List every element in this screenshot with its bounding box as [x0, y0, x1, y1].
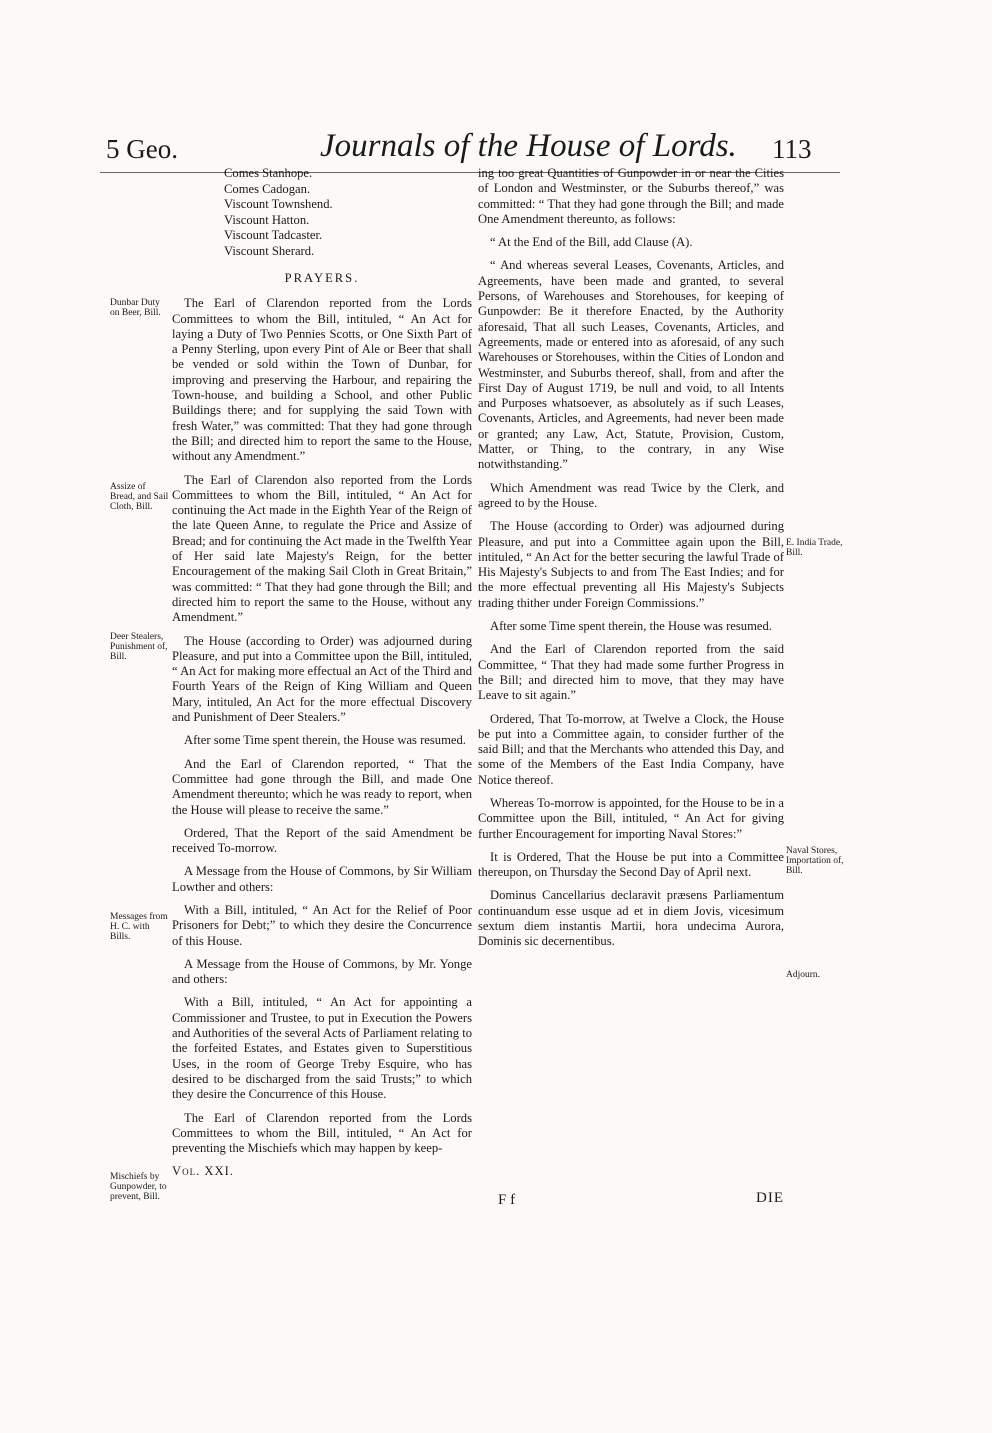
- catchword: DIE: [756, 1190, 784, 1206]
- paragraph-gunpowder: The Earl of Clarendon reported from the Lords Committees to whom the Bill, intituled, “ An Act for preventing the Mischiefs which may happen by keep-: [172, 1110, 472, 1156]
- paragraph-clause-text: “ And whereas several Leases, Covenants, Articles, and Agreements, have been made and granted, to several Persons, of Warehouses and Storehouses, for keeping of Gunpowder: Be it therefore Enacted, by the Authority aforesaid, That all such Leases, Covenants, Articles, and Agreements, made or entered into as aforesaid, of any such Warehouses or Storehouses, within the Cities of London and Westminster, and Suburbs thereof, shall, from and after the First Day of August 1719, be null and void, to all Intents and Purposes whatsoever, as absolutely as if such Leases, Covenants, Articles, and Agreements, had never been made or granted; any Law, Act, Statute, Provision, Custom, Matter, or Thing, to the contrary, in any Wise notwithstanding.”: [478, 258, 784, 472]
- volume-mark: Vol. XXI.: [172, 1164, 234, 1179]
- peer-name: Viscount Tadcaster.: [224, 228, 323, 242]
- left-column: [172, 166, 472, 1188]
- margin-note-naval: Naval Stores, Importation of, Bill.: [786, 846, 844, 876]
- signature-mark: F f: [498, 1192, 516, 1208]
- paragraph-ordered: Ordered, That the Report of the said Amendment be received To-morrow.: [172, 825, 472, 856]
- peer-name: Comes Stanhope.: [224, 166, 313, 180]
- peer-name: Viscount Townshend.: [224, 197, 333, 211]
- margin-note-adjourn: Adjourn.: [786, 970, 821, 980]
- margin-note-message: Messages from H. C. with Bills.: [110, 912, 168, 942]
- paragraph-assize: The Earl of Clarendon also reported from the Lords Committees to whom the Bill, intituled, “ An Act for continuing the Act made in the Eighth Year of the Reign of the late Queen Anne, to regulate the Price and Assize of Bread; and for continuing the Act made in the Twelfth Year of Her said late Majesty's Reign, for the better Encouragement of the making Sail Cloth in Great Britain,” was committed: “ That they had gone through the Bill; and directed him to report the same to the House, without any Amendment.”: [172, 472, 472, 625]
- running-header-left: 5 Geo.: [106, 134, 178, 164]
- running-header-title: Journals of the House of Lords.: [320, 128, 737, 164]
- paragraph-ordered-thursday: It is Ordered, That the House be put into a Committee thereupon, on Thursday the Second Day of April next.: [478, 849, 784, 880]
- peer-name: Comes Cadogan.: [224, 181, 311, 196]
- margin-note-deer: Deer Stealers, Punishment of, Bill.: [110, 632, 168, 662]
- paragraph-deer-stealers: The House (according to Order) was adjourned during Pleasure, and put into a Committee upon the Bill, intituled, “ An Act for making more effectual an Act of the Third and Fourth Years of the Reign of King William and Queen Mary, intituled, An Act for the more effectual Discovery and Punishment of Deer Stealers.”: [172, 633, 472, 725]
- margin-note-dunbar: Dunbar Duty on Beer, Bill.: [110, 298, 161, 318]
- right-column: [478, 166, 784, 958]
- paragraph-message-yonge: A Message from the House of Commons, by Mr. Yonge and others:: [172, 956, 472, 987]
- margin-note-gunpowder: Mischiefs by Gunpowder, to prevent, Bill.: [110, 1172, 167, 1202]
- paragraph-progress: And the Earl of Clarendon reported from the said Committee, “ That they had made some further Progress in the Bill; and directed him to move, that they may have Leave to sit again.”: [478, 642, 784, 703]
- peer-name: Viscount Hatton.: [224, 212, 310, 227]
- paragraph-message-lowther: A Message from the House of Commons, by Sir William Lowther and others:: [172, 864, 472, 894]
- page-number: 113: [772, 134, 812, 164]
- paragraph-clause-a: “ At the End of the Bill, add Clause (A).: [490, 235, 693, 250]
- paragraph-commissioner: With a Bill, intituled, “ An Act for appointing a Commissioner and Trustee, to put in Execution the Powers and Authorities of the several Acts of Parliament relating to the forfeited Estates, and Estates given to Superstitious Uses, in the room of George Treby Esquire, who has desired to be discharged from the said Trusts;” to which they desire the Concurrence of this House.: [172, 995, 472, 1102]
- prayers-heading: PRAYERS.: [284, 271, 360, 285]
- paragraph-gunpowder-cont: ing too great Quantities of Gunpowder in or near the Cities of London and Westminster, or the Suburbs thereof,” was committed: “ That they had gone through the Bill; and made One Amendment thereunto, as follows:: [478, 166, 784, 226]
- paragraph-resumed: After some Time spent therein, the House was resumed.: [184, 733, 466, 748]
- peers-list: [224, 166, 472, 259]
- paragraph-east-india: The House (according to Order) was adjourned during Pleasure, and put into a Committee again upon the Bill, intituled, “ An Act for the better securing the lawful Trade of His Majesty's Subjects to and from The East Indies; and for the more effectual preventing all His Majesty's Subjects trading thither under Foreign Commissions.”: [478, 519, 784, 610]
- paragraph-report: And the Earl of Clarendon reported, “ That the Committee had gone through the Bill, and made One Amendment thereunto; which he was ready to report, when the House will please to receive the same.”: [172, 756, 472, 817]
- paragraph-naval-stores: Whereas To-morrow is appointed, for the House to be in a Committee upon the Bill, intituled, “ An Act for giving further Encouragement for importing Naval Stores:”: [478, 795, 784, 841]
- paragraph-amendment-agreed: Which Amendment was read Twice by the Clerk, and agreed to by the House.: [478, 480, 784, 510]
- paragraph-poor-prisoners: With a Bill, intituled, “ An Act for the Relief of Poor Prisoners for Debt;” to which they desire the Concurrence of this House.: [172, 902, 472, 948]
- paragraph-adjournment: Dominus Cancellarius declaravit præsens Parliamentum continuandum esse usque ad et in diem Jovis, vicesimum sextum diem instantis Martii, hora undecima Aurora, Dominis sic decernentibus.: [478, 888, 784, 949]
- peer-name: Viscount Sherard.: [224, 243, 315, 258]
- margin-note-east-india: E. India Trade, Bill.: [786, 538, 843, 558]
- paragraph-ordered-merchants: Ordered, That To-morrow, at Twelve a Clock, the House be put into a Committee again, to consider further of the said Bill; and that the Merchants who attended this Day, and some of the Members of the East India Company, have Notice thereof.: [478, 711, 784, 787]
- margin-note-assize: Assize of Bread, and Sail Cloth, Bill.: [110, 482, 169, 512]
- paragraph-resumed-2: After some Time spent therein, the House was resumed.: [490, 619, 772, 634]
- paragraph-dunbar: The Earl of Clarendon reported from the Lords Committees to whom the Bill, intituled, “ An Act for laying a Duty of Two Pennies Scotts, or One Sixth Part of a Penny Sterling, upon every Pint of Ale or Beer that shall be vended or sold within the Town of Dunbar, for improving and preserving the Harbour, and repairing the Town-house, and building a School, and other Public Buildings there; and for supplying the said Town with fresh Water,” was committed: That they had gone through the Bill; and directed him to report the same to the House, without any Amendment.”: [172, 296, 472, 464]
